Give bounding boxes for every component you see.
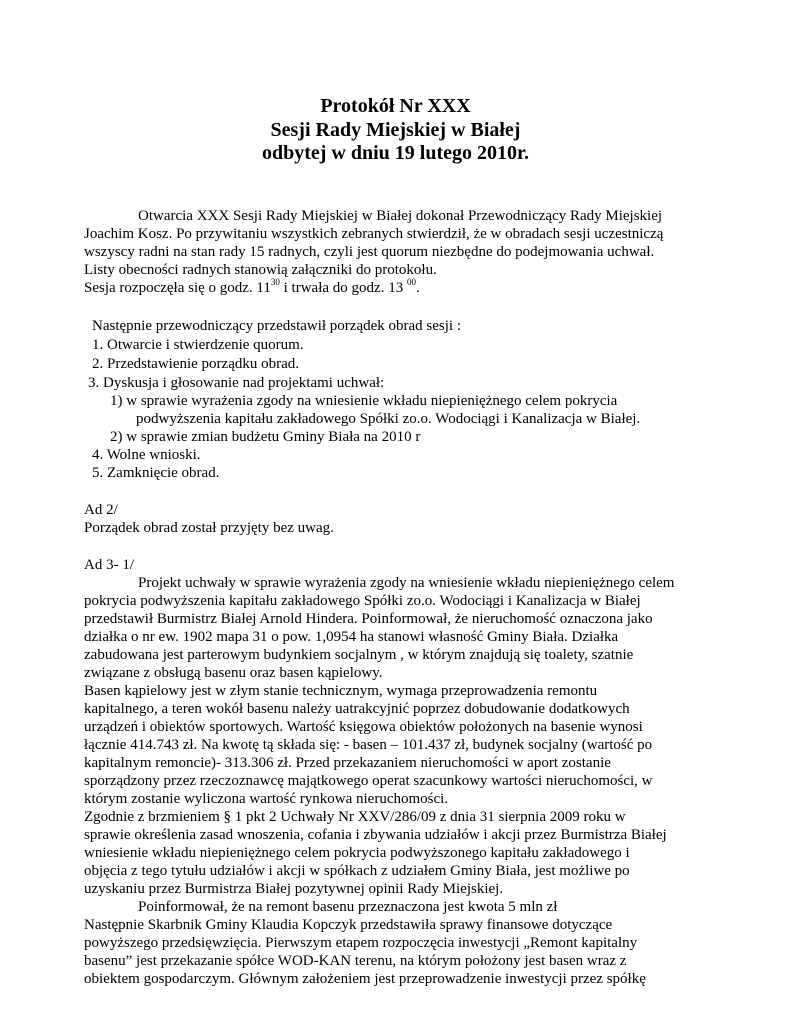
- session-time-text: Sesja rozpoczęła się o godz. 11: [84, 280, 271, 296]
- agenda-intro: Następnie przewodniczący przedstawił porządek obrad sesji :: [92, 318, 462, 334]
- body-line: wniesienie wkładu niepieniężnego celem pokrycia podwyższonego kapitału zakładowego i: [84, 845, 630, 861]
- agenda-item: 3. Dyskusja i głosowanie nad projektami uchwał:: [88, 375, 385, 391]
- body-line: którym zostanie wyliczona wartość rynkowa nieruchomości.: [84, 791, 449, 807]
- body-line: sprawie określenia zasad wnoszenia, cofania i zbywania udziałów i akcji przez Burmistrza Białej: [84, 827, 667, 843]
- title-line-2: Sesji Rady Miejskiej w Białej: [270, 118, 521, 141]
- agenda-subitem: 2) w sprawie zmian budżetu Gminy Biała na 2010 r: [110, 429, 421, 445]
- body-line: związane z obsługą basenu oraz basen kąpielowy.: [84, 665, 383, 681]
- agenda-item: 2. Przedstawienie porządku obrad.: [92, 356, 300, 372]
- body-line: obiektem gospodarczym. Głównym założeniem jest przeprowadzenie inwestycji przez spółkę: [84, 971, 646, 987]
- body-line: Poinformował, że na remont basenu przeznaczona jest kwota 5 mln zł: [138, 899, 558, 915]
- opening-line: Listy obecności radnych stanowią załączniki do protokołu.: [84, 262, 437, 278]
- title-line-3: odbytej w dniu 19 lutego 2010r.: [261, 142, 530, 164]
- agenda-item: 4. Wolne wnioski.: [92, 447, 201, 463]
- body-line: uzyskaniu przez Burmistrza Białej pozytywnej opinii Rady Miejskiej.: [84, 881, 504, 897]
- document-title: [0, 95, 791, 166]
- body-line: przedstawił Burmistrz Białej Arnold Hindera. Poinformował, że nieruchomość oznaczona jako: [84, 611, 653, 627]
- section-text: Porządek obrad został przyjęty bez uwag.: [84, 520, 334, 536]
- section-heading: Ad 2/: [84, 502, 118, 518]
- body-line: kapitalnego, a teren wokół basenu należy uatrakcyjnić poprzez dobudowanie dodatkowych: [84, 701, 630, 717]
- agenda-subitem: 1) w sprawie wyrażenia zgody na wniesienie wkładu niepieniężnego celem pokrycia: [110, 393, 618, 409]
- body-line: urządzeń i obiektów sportowych. Wartość księgowa obiektów położonych na basenie wynosi: [84, 719, 643, 735]
- session-time-line: [84, 277, 420, 297]
- start-minutes: 30: [270, 277, 280, 287]
- opening-line: wszyscy radni na stan rady 15 radnych, czyli jest quorum niezbędne do podejmowania uchwał.: [84, 244, 655, 260]
- body-line: Zgodnie z brzmieniem § 1 pkt 2 Uchwały Nr XXV/286/09 z dnia 31 sierpnia 2009 roku w: [84, 809, 626, 825]
- body-line: pokrycia podwyższenia kapitału zakładowego Spółki zo.o. Wodociągi i Kanalizacja w Białej: [84, 593, 641, 609]
- body-line: działka o nr ew. 1902 mapa 31 o pow. 1,0954 ha stanowi własność Gminy Biała. Działka: [84, 629, 619, 645]
- body-line: Projekt uchwały w sprawie wyrażenia zgody na wniesienie wkładu niepieniężnego celem: [138, 575, 675, 591]
- end-minutes: 00: [406, 277, 416, 287]
- body-line: basenu” jest przekazanie spółce WOD-KAN terenu, na którym położony jest basen wraz z: [84, 953, 627, 969]
- session-time-text: i trwała do godz. 13: [279, 280, 407, 296]
- opening-line: Otwarcia XXX Sesji Rady Miejskiej w Białej dokonał Przewodniczący Rady Miejskiej: [138, 208, 663, 224]
- session-time-text: .: [415, 280, 420, 296]
- body-line: zabudowana jest parterowym budynkiem socjalnym , w którym znajdują się toalety, szatnie: [84, 647, 634, 663]
- opening-line: Joachim Kosz. Po przywitaniu wszystkich zebranych stwierdził, że w obradach sesji uczestniczą: [84, 226, 664, 242]
- body-line: powyższego przedsięwzięcia. Pierwszym etapem rozpoczęcia inwestycji „Remont kapitalny: [84, 935, 638, 951]
- agenda-item: 1. Otwarcie i stwierdzenie quorum.: [92, 337, 304, 353]
- body-line: kapitalnym remoncie)- 313.306 zł. Przed przekazaniem nieruchomości w aport zostanie: [84, 755, 611, 771]
- body-line: objęcia z tego tytułu udziałów i akcji w spółkach z udziałem Gminy Biała, jest możliwe po: [84, 863, 630, 879]
- body-line: łącznie 414.743 zł. Na kwotę tą składa się: - basen – 101.437 zł, budynek socjalny (wartość po: [84, 737, 653, 753]
- agenda-subitem-continuation: podwyższenia kapitału zakładowego Spółki zo.o. Wodociągi i Kanalizacja w Białej.: [136, 411, 641, 427]
- agenda-item: 5. Zamknięcie obrad.: [92, 465, 220, 481]
- section-heading: Ad 3- 1/: [84, 557, 134, 573]
- body-line: Basen kąpielowy jest w złym stanie technicznym, wymaga przeprowadzenia remontu: [84, 683, 598, 699]
- body-line: sporządzony przez rzeczoznawcę majątkowego operat szacunkowy wartości nieruchomości, w: [84, 773, 653, 789]
- body-line: Następnie Skarbnik Gminy Klaudia Kopczyk przedstawiła sprawy finansowe dotyczące: [84, 917, 613, 933]
- title-line-1: Protokół Nr XXX: [320, 95, 471, 117]
